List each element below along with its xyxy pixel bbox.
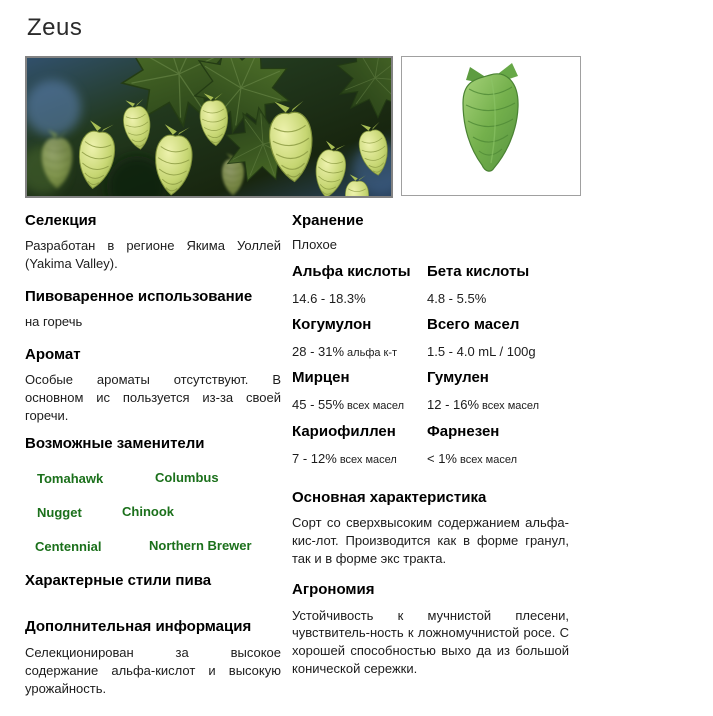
stat-value-text: 28 - 31%	[292, 344, 345, 360]
stat-alpha-acids	[292, 263, 427, 308]
images-row	[25, 56, 713, 198]
additional-info-text: Селекционирован за высокое содержание альфа-кислот и высокую урожайность.	[25, 644, 281, 696]
substitute-link-tomahawk[interactable]: Tomahawk	[37, 470, 104, 486]
page-title: Zeus	[27, 14, 83, 41]
selection-text: Разработан в регионе Якима Уоллей (Yakima Valley).	[25, 238, 281, 271]
agronomy-text: Устойчивость к мучнистой плесени, чувствитель-ность к ложномучнистой росе. С хорошей способностью выхо да из большой конической сережки.	[292, 607, 569, 677]
substitute-link-chinook[interactable]: Chinook	[122, 503, 174, 519]
substitute-link-northern-brewer[interactable]: Northern Brewer	[149, 537, 252, 553]
substitute-row	[37, 470, 281, 488]
stat-unit-text: всех масел	[482, 400, 540, 413]
stat-value	[427, 289, 569, 308]
main-characteristic-heading: Основная характеристика	[292, 488, 487, 506]
stat-beta-acids	[427, 263, 569, 308]
section-brewing-use	[25, 288, 281, 331]
stat-value-text: 4.8 - 5.5%	[427, 290, 487, 306]
brewing-use-heading: Пивоваренное использование	[25, 287, 253, 305]
stat-label: Фарнезен	[427, 422, 500, 440]
section-substitutes	[25, 435, 281, 556]
stat-unit-text: альфа к-т	[347, 347, 398, 360]
storage-text: Плохое	[292, 237, 337, 252]
substitute-row	[35, 538, 281, 556]
stat-value-text: 45 - 55%	[292, 397, 345, 413]
stat-value	[292, 449, 427, 468]
stat-value	[427, 449, 569, 468]
stat-label: Всего масел	[427, 316, 520, 334]
right-column	[292, 212, 569, 712]
stat-caryophyllene	[292, 423, 427, 468]
stat-label: Гумулен	[427, 369, 489, 387]
stat-value	[292, 342, 427, 361]
substitute-link-centennial[interactable]: Centennial	[35, 538, 102, 554]
substitute-row	[37, 504, 281, 522]
left-column	[25, 212, 281, 712]
stat-total-oils	[427, 316, 569, 361]
storage-heading: Хранение	[292, 212, 364, 229]
stat-value	[292, 289, 427, 308]
hops-photo	[25, 56, 393, 198]
hop-cone-photo	[401, 56, 581, 196]
stat-unit-text: всех масел	[347, 400, 405, 413]
aroma-text: Особые ароматы отсутствуют. В основном ис пользуется из-за своей горечи.	[25, 371, 281, 423]
stat-value-text: 14.6 - 18.3%	[292, 290, 366, 306]
agronomy-heading: Агрономия	[292, 580, 375, 598]
beer-styles-heading: Характерные стили пива	[25, 571, 212, 589]
substitutes-heading: Возможные заменители	[25, 434, 205, 452]
aroma-heading: Аромат	[25, 345, 81, 363]
stat-value	[427, 395, 569, 414]
stat-label: Альфа кислоты	[292, 262, 411, 280]
stat-value	[427, 342, 569, 361]
stat-unit-text: всех масел	[339, 453, 397, 466]
selection-heading: Селекция	[25, 212, 97, 229]
substitute-link-nugget[interactable]: Nugget	[37, 504, 82, 520]
columns	[25, 212, 713, 712]
substitute-link-columbus[interactable]: Columbus	[155, 469, 219, 485]
stat-cohumulone	[292, 316, 427, 361]
stat-value-text: < 1%	[427, 450, 457, 466]
section-storage	[292, 212, 569, 254]
stat-myrcene	[292, 369, 427, 414]
section-additional-info	[25, 618, 281, 698]
stat-label: Мирцен	[292, 369, 350, 387]
stat-value	[292, 395, 427, 414]
section-selection	[25, 212, 281, 273]
stat-value-text: 7 - 12%	[292, 450, 337, 466]
stat-label: Кариофиллен	[292, 422, 396, 440]
stat-humulene	[427, 369, 569, 414]
stat-label: Бета кислоты	[427, 262, 530, 280]
stat-farnesene	[427, 423, 569, 468]
stat-label: Когумулон	[292, 316, 372, 334]
stat-value-text: 1.5 - 4.0 mL / 100g	[427, 344, 536, 360]
additional-info-heading: Дополнительная информация	[25, 617, 252, 635]
hop-stats-grid	[292, 263, 569, 476]
section-main-characteristic	[292, 489, 569, 568]
section-aroma	[25, 346, 281, 425]
brewing-use-text: на горечь	[25, 313, 83, 329]
stat-unit-text: всех масел	[460, 453, 518, 466]
section-beer-styles	[25, 572, 281, 590]
main-characteristic-text: Сорт со сверхвысоким содержанием альфа-кис-лот. Производится как в форме гранул, так и в форме экс тракта.	[292, 514, 569, 566]
section-agronomy	[292, 581, 569, 679]
stat-value-text: 12 - 16%	[427, 397, 480, 413]
